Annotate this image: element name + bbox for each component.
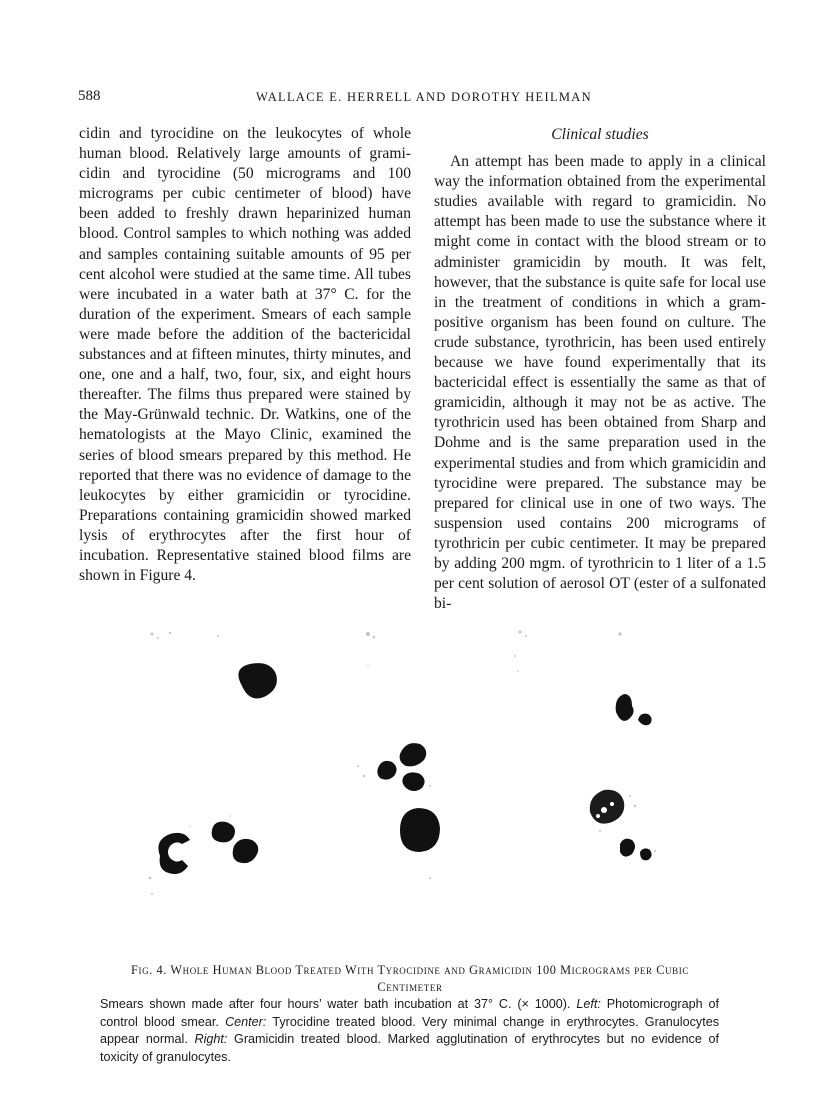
center-panel-cells [377,743,440,852]
right-column [434,124,766,614]
body-paragraph-right: An attempt has been made to apply in a clinical way the information obtained from the experimental studies available with regard to gramicidin. No attempt has been made to use the substance where it might come in contact with the blood stream or to administer gramicidin by mouth. It was felt, however, that the substance is quite safe for local use in the treatment of conditions in which a gram-positive organism has been found on culture. The crude substance, tyrothricin, has been used entirely because we have found experimentally that its bactericidal effect is essentially the same as that of gramicidin, although it may not be as active. The tyrothricin used has been obtained from Sharp and Dohme and is the same preparation used in the experimental studies and from which gramicidin and tyrocidine were prepared. The substance may be prepared for clinical use in one of two ways. The suspension used contains 200 micrograms of tyrothricin per cubic centimeter. It may be prepared by adding 200 mgm. of tyrothricin to 1 liter of a 1.5 per cent solution of aerosol OT (ester of a sulfonated bi- [434,153,766,613]
caption-left-text: Photomicrograph of control blood smear. [100,997,719,1029]
caption-left-label: Left: [576,997,601,1011]
caption-intro: Smears shown made after four hours’ water bath incubation at 37° C. (× 1000). [100,997,571,1011]
page-header [78,88,770,110]
caption-center-label: Center: [225,1014,267,1029]
figure-caption-title: Fig. 4. Whole Human Blood Treated With Tyrocidine and Gramicidin 100 Micrograms per Cubic Centimeter [131,963,689,994]
caption-right-label: Right: [194,1032,228,1047]
figure-4-photomicrographs [130,616,690,956]
caption-center-text: Tyrocidine treated blood. Very minimal change in erythrocytes. Granulocytes appear normal. [100,1014,720,1047]
running-head: WALLACE E. HERRELL AND DOROTHY HEILMAN [256,90,592,104]
right-panel-cells [590,694,652,860]
caption-right-text: Gramicidin treated blood. Marked agglutination of erythrocytes but no evidence of toxicity of granulocytes. [100,1032,719,1064]
photomicrograph-image [130,616,690,956]
left-column [79,124,411,586]
left-panel-cells [158,663,277,874]
section-title-clinical-studies: Clinical studies [551,126,649,143]
figure-caption-body [100,996,719,1066]
page-number: 588 [78,88,101,104]
body-paragraph-left: cidin and tyrocidine on the leukocytes of whole human blood. Relatively large amounts of gramicidin and tyrocidine (50 micrograms and 100 micrograms per cubic centimeter of blood) have been added to freshly drawn heparinized human blood. Control samples to which nothing was added and samples containing suitable amounts of 95 per cent alcohol were studied at the same time. All tubes were incubated in a water bath at 37° C. for the duration of the experiment. Smears of each sample were made before the addition of the bactericidal substances and at fifteen minutes, thirty minutes, and one, one and a half, two, four, six, and eight hours thereafter. The films thus prepared were stained by the May-Grünwald technic. Dr. Watkins, one of the hematologists at the Mayo Clinic, examined the series of blood smears prepared by this method. He reported that there was no evidence of damage to the leukocytes by either gramicidin or tyrocidine. Preparations containing gramicidin showed marked lysis of erythrocytes after the first hour of incubation. Representative stained blood films are shown in Figure 4. [79,125,411,585]
